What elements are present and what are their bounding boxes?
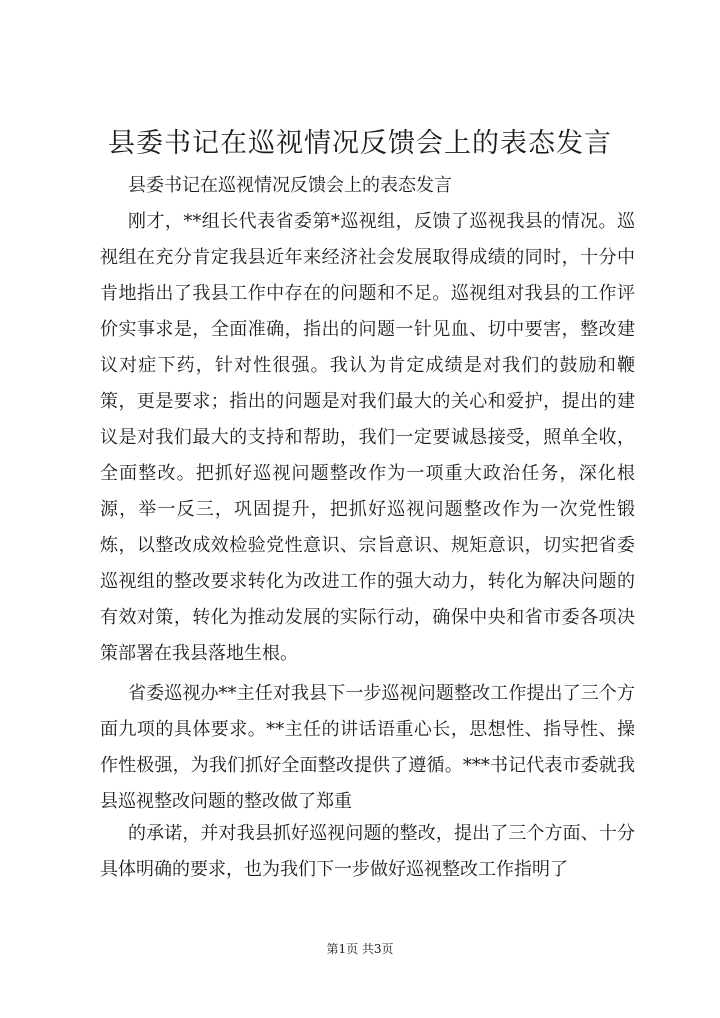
body-paragraph: 刚才，**组长代表省委第*巡视组，反馈了巡视我县的情况。巡视组在充分肯定我县近年来经济社会发展取得成绩的同时，十分中肯地指出了我县工作中存在的问题和不足。巡视组对我县的工作评价实事求是，全面准确，指出的问题一针见血、切中要害，整改建议对症下药，针对性很强。我认为肯定成绩是对我们的鼓励和鞭策，更是要求；指出的问题是对我们最大的关心和爱护，提出的建议是对我们最大的支持和帮助，我们一定要诚恳接受，照单全收，全面整改。把抓好巡视问题整改作为一项重大政治任务，深化根源，举一反三，巩固提升，把抓好巡视问题整改作为一次党性锻炼，以整改成效检验党性意识、宗旨意识、规矩意识，切实把省委巡视组的整改要求转化为改进工作的强大动力，转化为解决问题的有效对策，转化为推动发展的实际行动，确保中央和省市委各项决策部署在我县落地生根。 <box>100 211 635 664</box>
page-number-footer: 第1页 共3页 <box>326 942 394 956</box>
body-paragraph: 省委巡视办**主任对我县下一步巡视问题整改工作提出了三个方面九项的具体要求。**主任的讲话语重心长，思想性、指导性、操作性极强，为我们抓好全面整改提供了遵循。***书记代表市委就我县巡视整改问题的整改做了郑重 <box>100 683 635 812</box>
document-subtitle: 县委书记在巡视情况反馈会上的表态发言 <box>128 175 452 196</box>
document-title: 县委书记在巡视情况反馈会上的表态发言 <box>108 128 612 159</box>
body-paragraph: 的承诺，并对我县抓好巡视问题的整改，提出了三个方面、十分具体明确的要求，也为我们下一步做好巡视整改工作指明了 <box>100 823 635 880</box>
